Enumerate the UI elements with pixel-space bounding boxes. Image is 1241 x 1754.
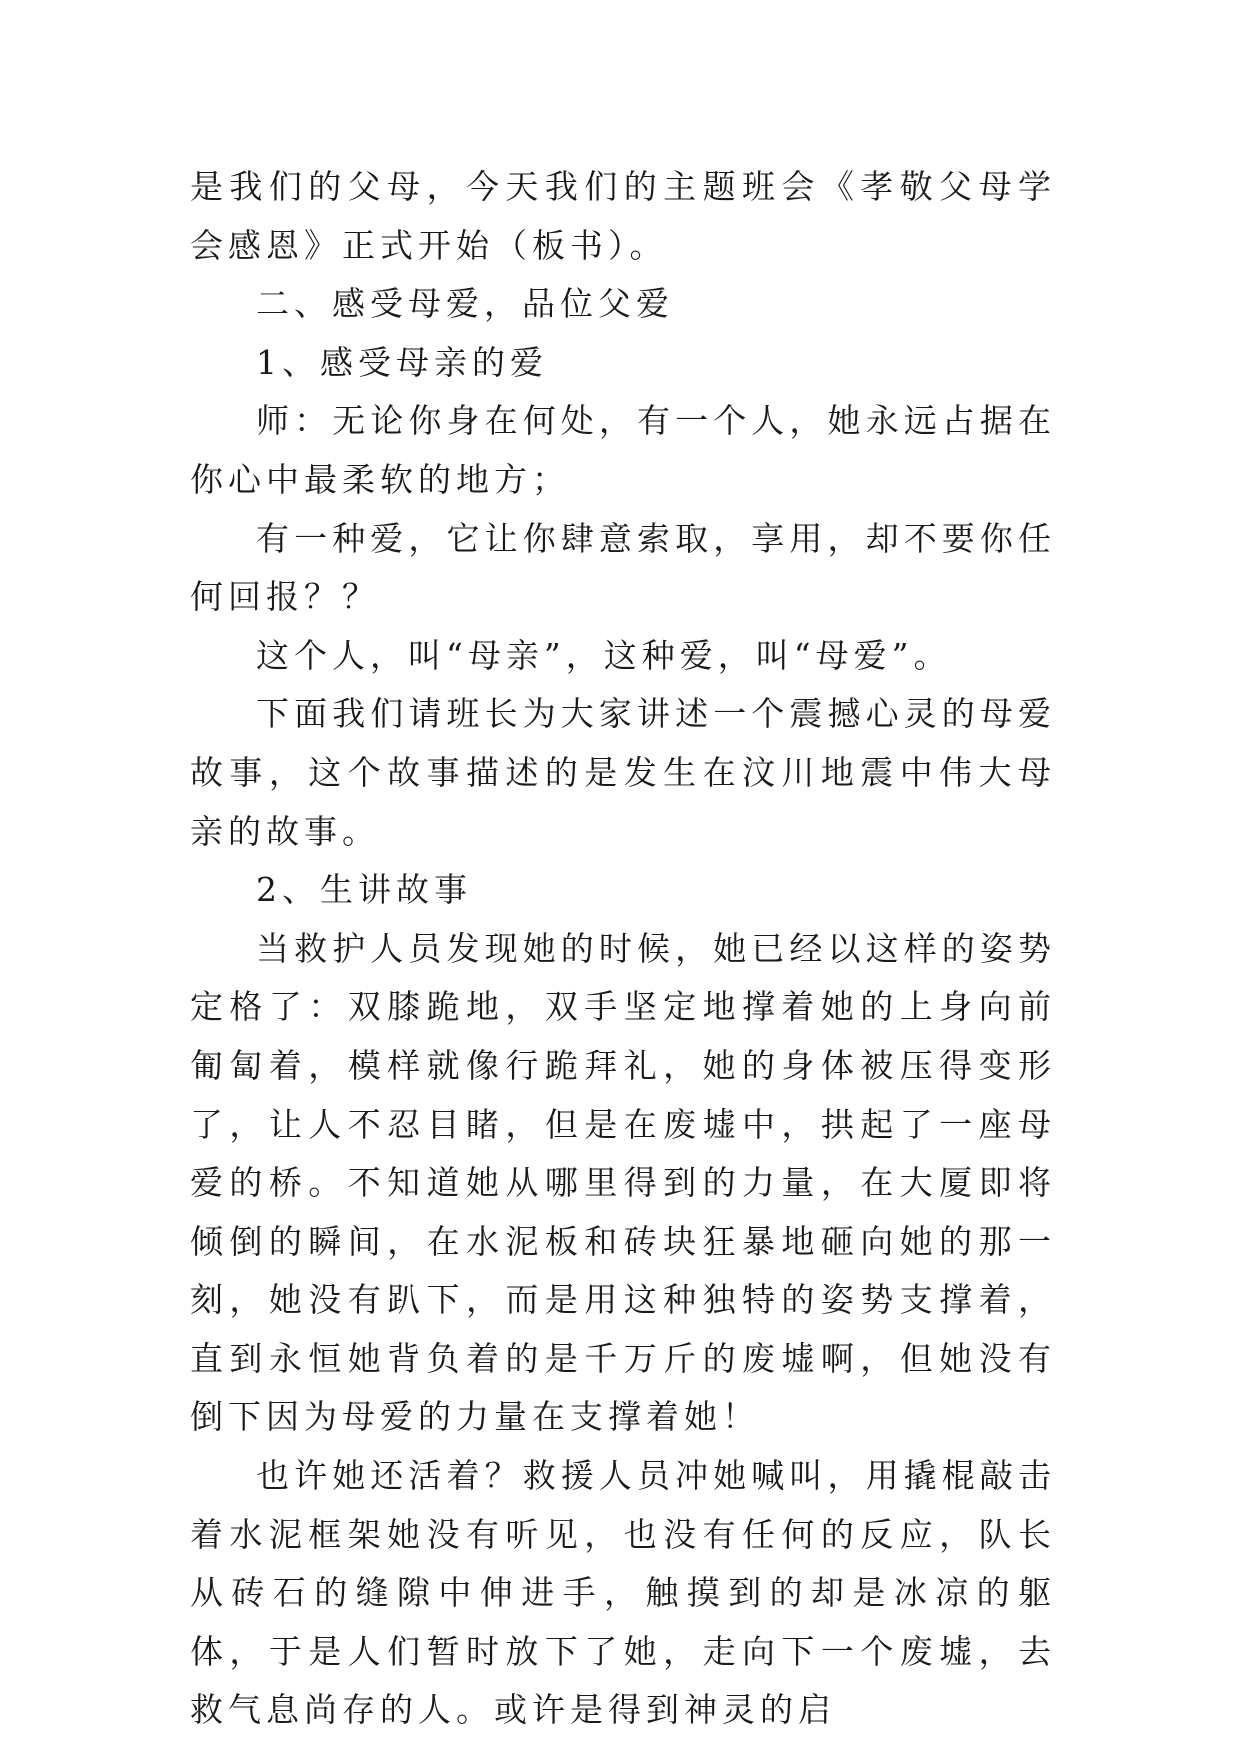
paragraph-kind-of-love: 有一种爱，它让你肆意索取，享用，却不要你任何回报？？ (190, 518, 1056, 617)
document-body (190, 158, 1056, 1740)
paragraph-story-intro: 下面我们请班长为大家讲述一个震撼心灵的母爱故事，这个故事描述的是发生在汶川地震中伟大母亲的故事。 (190, 694, 1056, 851)
paragraph-1: 是我们的父母，今天我们的主题班会《孝敬父母学会感恩》正式开始（板书）。 (190, 167, 1056, 265)
subheading-mother-love: 1、感受母亲的爱 (256, 342, 548, 382)
section-heading-2: 二、感受母爱，品位父爱 (256, 284, 674, 324)
paragraph-story-continued: 也许她还活着？救援人员冲她喊叫，用撬棍敲击着水泥框架她没有听见，也没有任何的反应，队长从砖石的缝隙中伸进手，触摸到的却是冰凉的躯体，于是人们暂时放下了她，走向下一个废墟，去救气息尚存的人。或许是得到神灵的启 (190, 1456, 1056, 1730)
paragraph-mother-definition: 这个人，叫“母亲”，这种爱，叫“母爱”。 (256, 635, 952, 675)
paragraph-story-body: 当救护人员发现她的时候，她已经以这样的姿势定格了：双膝跪地，双手坚定地撑着她的上身向前匍匐着，模样就像行跪拜礼，她的身体被压得变形了，让人不忍目睹，但是在废墟中，拱起了一座母爱的桥。不知道她从哪里得到的力量，在大厦即将倾倒的瞬间，在水泥板和砖块狂暴地砸向她的那一刻，她没有趴下，而是用这种独特的姿势支撑着，直到永恒她背负着的是千万斤的废墟啊，但她没有倒下因为母爱的力量在支撑着她！ (190, 928, 1056, 1437)
subheading-student-story: 2、生讲故事 (256, 870, 472, 910)
paragraph-teacher-speech: 师：无论你身在何处，有一个人，她永远占据在你心中最柔软的地方； (190, 401, 1056, 499)
